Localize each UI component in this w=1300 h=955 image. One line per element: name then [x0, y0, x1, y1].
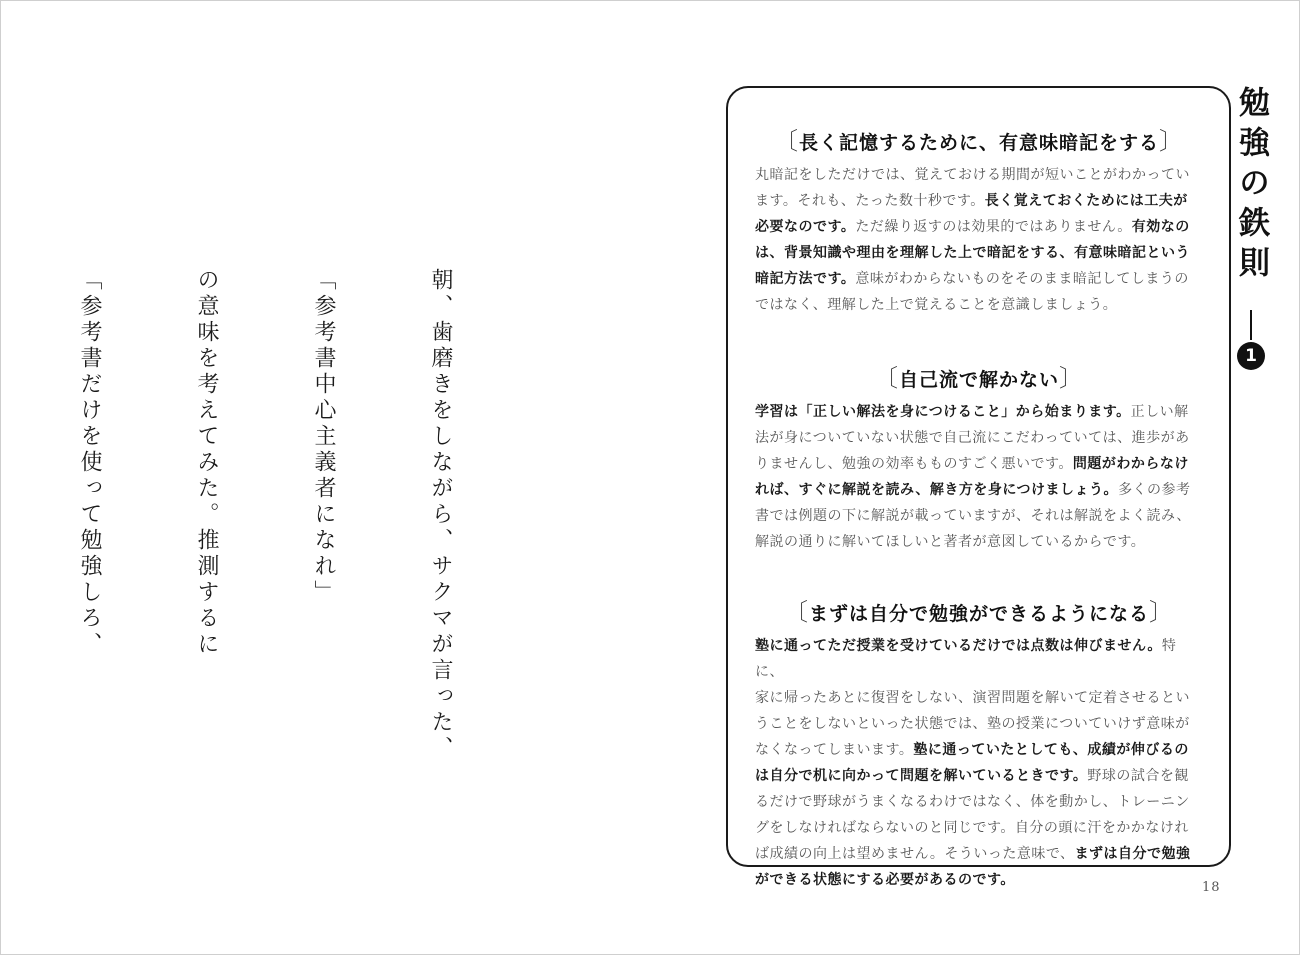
chapter-title: 勉強の鉄則: [1233, 86, 1269, 286]
paragraph-text: 野球の試合を観: [1087, 768, 1189, 784]
section-heading-text: 自己流で解かない: [898, 369, 1059, 391]
paragraph-text: るだけで野球がうまくなるわけではなく、体を動かし、トレーニン: [755, 794, 1190, 810]
bracket-close: 〕: [1149, 598, 1174, 626]
narrative-line: 「参考書中心主義者になれ」: [311, 268, 336, 606]
paragraph-text: 特に、: [755, 638, 1177, 680]
emphasis-text: 長く覚えておくためには工夫が: [984, 193, 1188, 209]
emphasis-text: は、背景知識や理由を理解した上で暗記をする、有意味暗記という: [755, 245, 1190, 261]
paragraph-text: 正しい解: [1130, 404, 1189, 420]
title-rule-line: [1250, 310, 1252, 340]
bracket-close: 〕: [1159, 127, 1184, 155]
emphasis-text: 学習は「正しい解法を身につけること」から始まります。: [755, 404, 1131, 420]
paragraph-text: 法が身についていない状態で自己流にこだわっていては、進歩があ: [755, 430, 1190, 446]
emphasis-text: 有効なの: [1131, 219, 1190, 235]
narrative-line: の意味を考えてみた。推測するに: [194, 268, 219, 658]
emphasis-text: れば、すぐに解説を読み、解き方を身につけましょう。: [755, 482, 1119, 498]
bracket-open: 〔: [873, 364, 899, 392]
section-paragraph: [755, 633, 1203, 893]
section-heading: [755, 361, 1203, 395]
section-paragraph: [755, 399, 1203, 555]
paragraph-text: 家に帰ったあとに復習をしない、演習問題を解いて定着させるとい: [755, 690, 1190, 706]
rule-section-no-self-style: [755, 361, 1203, 555]
section-heading: [755, 595, 1203, 629]
emphasis-text: 暗記方法です。: [755, 271, 856, 287]
paragraph-text: ではなく、理解した上で覚えることを意識しましょう。: [755, 297, 1118, 313]
emphasis-text: 塾に通っていたとしても、成績が伸びるの: [913, 742, 1189, 758]
bracket-open: 〔: [773, 127, 799, 155]
page-number: 18: [1202, 880, 1221, 895]
section-heading: [755, 124, 1203, 158]
emphasis-text: 塾に通ってただ授業を受けているだけでは点数は伸びません。: [755, 638, 1162, 654]
paragraph-text: ます。それも、たった数十秒です。: [755, 193, 985, 209]
section-paragraph: [755, 162, 1203, 318]
paragraph-text: 意味がわからないものをそのまま暗記してしまうの: [855, 271, 1189, 287]
section-heading-text: まずは自分で勉強ができるようになる: [808, 603, 1149, 625]
paragraph-text: なくなってしまいます。: [755, 742, 914, 758]
narrative-line: 朝、歯磨きをしながら、サクマが言った、: [428, 268, 453, 762]
bracket-open: 〔: [783, 598, 809, 626]
emphasis-text: まずは自分で勉強: [1074, 846, 1191, 862]
rule-section-meaningful-memorization: [755, 124, 1203, 318]
number-badge: 1: [1237, 342, 1265, 370]
rule-section-self-study: [755, 595, 1203, 893]
paragraph-text: りませんし、勉強の効率もものすごく悪いです。: [755, 456, 1073, 472]
paragraph-text: ば成績の向上は望めません。そういった意味で、: [755, 846, 1075, 862]
paragraph-text: 解説の通りに解いてほしいと著者が意図しているからです。: [755, 534, 1146, 550]
narrative-line: 「参考書だけを使って勉強しろ、: [77, 268, 102, 658]
section-heading-text: 長く記憶するために、有意味暗記をする: [798, 132, 1159, 154]
emphasis-text: 必要なのです。: [755, 219, 856, 235]
paragraph-text: 書では例題の下に解説が載っていますが、それは解説をよく読み、: [755, 508, 1191, 524]
paragraph-text: 多くの参考: [1118, 482, 1191, 498]
emphasis-text: は自分で机に向かって問題を解いているときです。: [755, 768, 1088, 784]
paragraph-text: グをしなければならないのと同じです。自分の頭に汗をかかなけれ: [755, 820, 1189, 836]
bracket-close: 〕: [1059, 364, 1084, 392]
paragraph-text: 丸暗記をしただけでは、覚えておける期間が短いことがわかってい: [755, 167, 1190, 183]
emphasis-text: 問題がわからなけ: [1072, 456, 1189, 472]
emphasis-text: ができる状態にする必要があるのです。: [755, 872, 1015, 888]
narrative-text: [77, 268, 538, 828]
paragraph-text: ただ繰り返すのは効果的ではありません。: [855, 219, 1132, 235]
paragraph-text: うことをしないといった状態では、塾の授業についていけず意味が: [755, 716, 1190, 732]
